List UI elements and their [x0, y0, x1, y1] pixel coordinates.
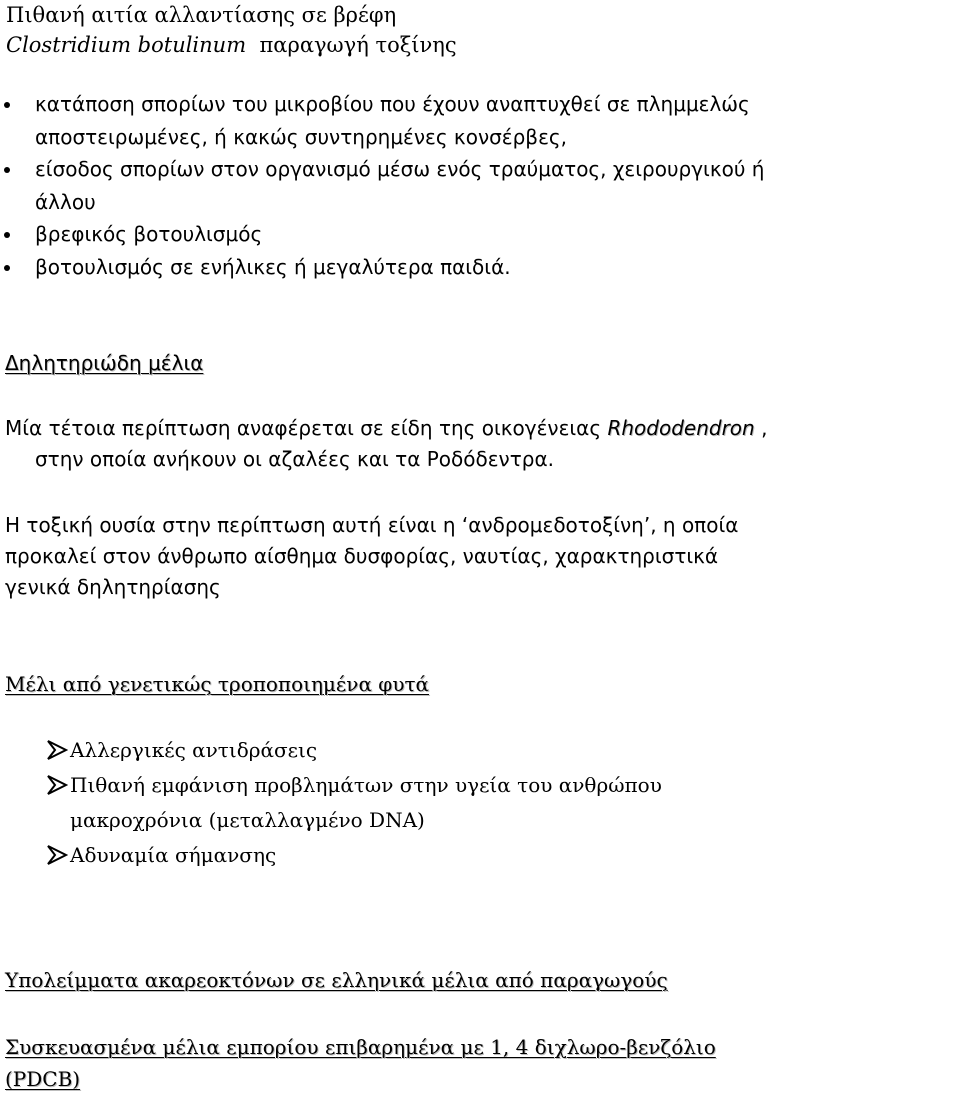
list-item-line: αποστειρωμένες, ή κακώς συντηρημένες κονσέρβες,	[35, 124, 567, 149]
bullet-icon	[4, 167, 10, 173]
text-run: ,	[754, 416, 768, 440]
botulism-title-text: Πιθανή αιτία αλλαντίασης σε βρέφη	[6, 3, 397, 27]
arrow-bullet-icon	[46, 739, 68, 761]
botulism-title	[6, 0, 457, 60]
toxic-honey-paragraph-2	[5, 510, 960, 603]
paragraph-line: στην οποία ανήκουν οι αζαλέες και τα Ροδόδεντρα.	[35, 447, 555, 471]
text-run: Μία τέτοια περίπτωση αναφέρεται σε είδη της οικογένειας	[5, 416, 608, 440]
botulism-subtitle	[6, 30, 457, 60]
subtitle-rest: παραγωγή τοξίνης	[259, 33, 457, 57]
list-item	[0, 218, 960, 251]
residues-line: (PDCB)	[5, 1067, 81, 1091]
list-item-line: κατάποση σπορίων του μικροβίου που έχουν αναπτυχθεί σε πλημμελώς	[35, 92, 750, 116]
residues-heading: Υπολείμματα ακαρεοκτόνων σε ελληνικά μέλια από παραγωγούς	[5, 968, 668, 992]
list-item-line: είσοδος σπορίων στον οργανισμό μέσω ενός τραύματος, χειρουργικού ή	[35, 157, 765, 181]
list-item	[0, 153, 960, 218]
toxic-honey-paragraph-1	[5, 413, 960, 475]
genus-name: Rhododendron	[607, 416, 755, 440]
residues-line: Συσκευασμένα μέλια εμπορίου επιβαρημένα με 1, 4 διχλωρο-βενζόλιο	[5, 1035, 716, 1059]
toxic-honey-heading: Δηλητηριώδη μέλια	[5, 351, 204, 375]
residues-text	[5, 1031, 716, 1095]
paragraph-line: γενικά δηλητηρίασης	[5, 575, 221, 599]
list-item-line: μακροχρόνια (μεταλλαγμένο DNA)	[70, 808, 425, 832]
list-item-line: άλλου	[35, 189, 96, 214]
gmo-risks-list	[46, 733, 946, 873]
list-item-line: βρεφικός βοτουλισμός	[35, 222, 263, 246]
list-item	[46, 838, 946, 873]
list-item-line: βοτουλισμός σε ενήλικες ή μεγαλύτερα παιδιά.	[35, 254, 511, 279]
list-item-line: Πιθανή εμφάνιση προβλημάτων στην υγεία του ανθρώπου	[70, 773, 662, 797]
bullet-icon	[4, 102, 10, 108]
list-item	[46, 768, 946, 838]
arrow-bullet-icon	[46, 774, 68, 796]
list-item	[46, 733, 946, 768]
list-item-line: Αδυναμία σήμανσης	[70, 843, 277, 867]
list-item-line: Αλλεργικές αντιδράσεις	[70, 738, 318, 762]
paragraph-line: Η τοξική ουσία στην περίπτωση αυτή είναι η ‘ανδρομεδοτοξίνη’, η οποία	[5, 513, 739, 537]
bullet-icon	[4, 265, 10, 271]
gmo-honey-heading: Μέλι από γενετικώς τροποποιημένα φυτά	[5, 672, 430, 696]
bullet-icon	[4, 232, 10, 238]
paragraph-line	[5, 413, 960, 444]
botulism-causes-list	[0, 88, 960, 283]
arrow-bullet-icon	[46, 844, 68, 866]
paragraph-line: προκαλεί στον άνθρωπο αίσθημα δυσφορίας, ναυτίας, χαρακτηριστικά	[5, 544, 719, 568]
list-item	[0, 251, 960, 284]
list-item	[0, 88, 960, 153]
bacterium-name: Clostridium botulinum	[6, 33, 247, 57]
